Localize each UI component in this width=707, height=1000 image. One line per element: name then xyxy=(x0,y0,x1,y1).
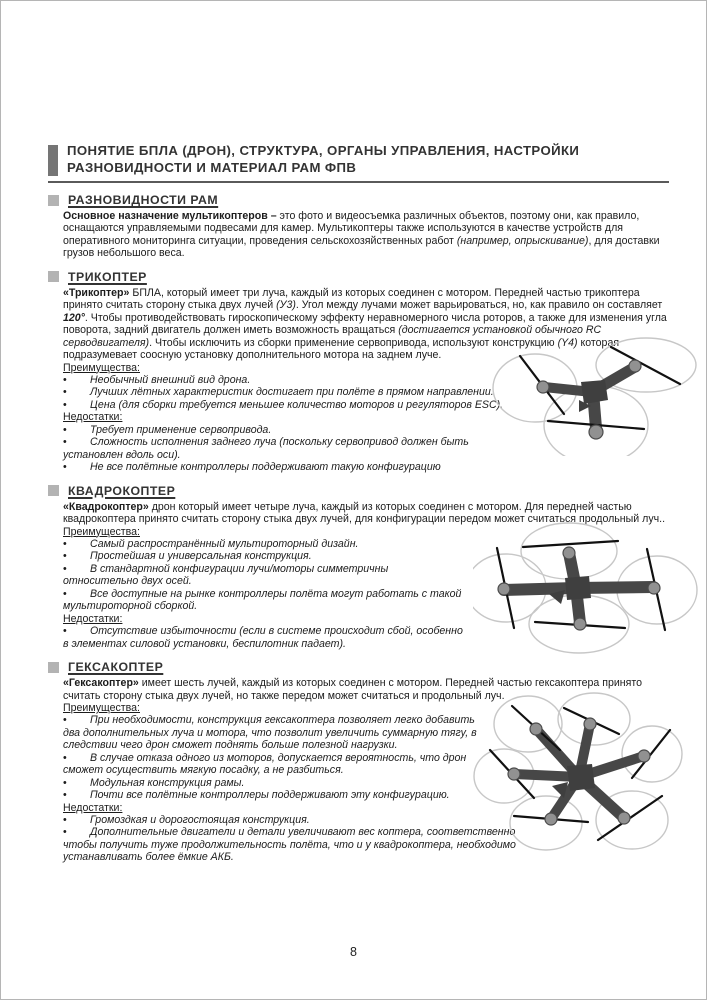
section-tricopter xyxy=(48,270,669,474)
hexacopter-image xyxy=(464,692,707,852)
section-marker-square xyxy=(48,485,59,496)
quadcopter-paragraph: «Квадрокоптер» дрон который имеет четыре луча, каждый из которых соединен с мотором. Для передней частью квадрокоптера принято считать сторону стыка двух лучей, для конфигурации передом может считаться продольный луч.. xyxy=(63,500,666,526)
section-marker-square xyxy=(48,271,59,282)
disadvantages-label: Недостатки: xyxy=(63,612,123,625)
bullet-icon: • xyxy=(63,625,67,638)
list-item: • При необходимости, конструкция гексакоптера позволяет легко добавить два дополнительных луча и мотора, что позволит увеличить суммарную тягу, в следствии чего дрон сможет поднять больше полезной нагрузки. xyxy=(63,714,477,752)
list-item: • Простейшая и универсальная конструкция. xyxy=(63,550,312,563)
list-item: • Отсутствие избыточности (если в системе происходит сбой, особенно в элементах силовой установки, беспилотник падает). xyxy=(63,625,463,650)
bullet-icon: • xyxy=(63,751,67,764)
hexacopter-disadvantages-list xyxy=(63,814,518,864)
bullet-icon: • xyxy=(63,587,67,600)
section-marker-square xyxy=(48,662,59,673)
bullet-icon: • xyxy=(63,550,67,563)
bullet-icon: • xyxy=(63,423,67,436)
list-item: • Сложность исполнения заднего луча (поскольку сервопривод должен быть установлен вдоль оси). xyxy=(63,436,469,461)
header-rule xyxy=(48,181,669,183)
bullet-icon: • xyxy=(63,776,67,789)
bullet-icon: • xyxy=(63,537,67,550)
page-title-line2: РАЗНОВИДНОСТИ И МАТЕРИАЛ РАМ ФПВ xyxy=(67,159,357,175)
hexacopter-heading xyxy=(48,660,669,674)
list-item: • Почти все полётные контроллеры поддерживают эту конфигурацию. xyxy=(63,789,450,802)
section-title: ГЕКСАКОПТЕР xyxy=(68,660,164,675)
list-item: • Самый распространённый мультироторный дизайн. xyxy=(63,537,359,550)
quadcopter-image xyxy=(473,520,703,655)
list-item: • Требует применение сервопривода. xyxy=(63,423,272,436)
section-title: КВАДРОКОПТЕР xyxy=(68,483,176,498)
list-item: • В случае отказа одного из моторов, допускается вероятность, что дрон сможет осуществить мягкую посадку, а не разбиться. xyxy=(63,751,467,777)
bullet-icon: • xyxy=(63,826,67,839)
hexacopter-advantages-list xyxy=(63,714,493,801)
bullet-icon: • xyxy=(63,436,67,449)
disadvantages-label: Недостатки: xyxy=(63,801,123,814)
list-item: • В стандартной конфигурации лучи/моторы симметричны относительно двух осей. xyxy=(63,562,389,588)
bullet-icon: • xyxy=(63,789,67,802)
hexacopter-paragraph: «Гексакоптер» имеет шесть лучей, каждый из которых соединен с мотором. Передней частью гексакоптера принято считать сторону стыка двух лучей, но также передом может считаться и продольный луч. xyxy=(63,677,643,702)
list-item: • Все доступные на рынке контроллеры полёта могут работать с такой мультироторной сборкой. xyxy=(63,587,462,613)
bullet-icon: • xyxy=(63,386,67,399)
section-marker-square xyxy=(48,195,59,206)
document-header xyxy=(48,143,669,176)
disadvantages-label: Недостатки: xyxy=(63,411,123,424)
tricopter-paragraph: «Трикоптер» БПЛА, который имеет три луча, каждый из которых соединен с мотором. Передней частью трикоптера принято считать сторону стыка двух лучей (У3). Угол между лучами может варьироваться, но, как правило он составляет 120°. Чтобы противодействовать гироскопическому эффекту неравномерного числа роторов, а также для изменения угла поворота, задний двигатель должен иметь возможность вращаться (достигается установкой обычного RC серводвигателя). Чтобы исключить из сборки применение сервопривода, используют конструкцию (Y4) которая подразумевает соосную установку дополнительного мотора на заднем луче. xyxy=(63,286,667,362)
bullet-icon: • xyxy=(63,461,67,474)
bullet-icon: • xyxy=(63,814,67,827)
tricopter-heading xyxy=(48,270,669,284)
quadcopter-heading xyxy=(48,484,669,498)
header-marker-square xyxy=(48,145,58,176)
bullet-icon: • xyxy=(63,562,67,575)
list-item: • Громоздкая и дорогостоящая конструкция. xyxy=(63,814,310,827)
list-item: • Цена (для сборки требуется меньшее количество моторов и регуляторов ESC). xyxy=(63,398,504,411)
list-item: • Необычный внешний вид дрона. xyxy=(63,373,251,386)
section-title: РАЗНОВИДНОСТИ РАМ xyxy=(68,193,219,207)
list-item: • Модульная конструкция рамы. xyxy=(63,776,245,789)
section-heading-frame-types xyxy=(48,193,669,207)
bullet-icon: • xyxy=(63,398,67,411)
list-item: • Лучших лётных характеристик достигает при полёте в прямом направлении. xyxy=(63,386,494,399)
section-title: ТРИКОПТЕР xyxy=(68,269,147,284)
bullet-icon: • xyxy=(63,714,67,727)
quadcopter-disadvantages-list xyxy=(63,625,465,650)
section-quadcopter xyxy=(48,484,669,650)
section-hexacopter xyxy=(48,660,669,864)
page-number: 8 xyxy=(350,945,357,959)
advantages-label: Преимущества: xyxy=(63,525,140,538)
list-item: • Дополнительные двигатели и детали увеличивают вес коптера, соответственно чтобы получить туже продолжительность полёта, что и у квадрокоптера, необходимо устанавливать более ёмкие АКБ. xyxy=(63,826,516,864)
quadcopter-advantages-list xyxy=(63,538,465,613)
advantages-label: Преимущества: xyxy=(63,361,140,374)
tricopter-disadvantages-list xyxy=(63,424,521,474)
tricopter-advantages-list xyxy=(63,374,521,411)
page-title-line1: ПОНЯТИЕ БПЛА (ДРОН), СТРУКТУРА, ОРГАНЫ УПРАВЛЕНИЯ, НАСТРОЙКИ xyxy=(67,143,580,158)
advantages-label: Преимущества: xyxy=(63,701,140,714)
bullet-icon: • xyxy=(63,373,67,386)
list-item: • Не все полётные контроллеры поддерживают такую конфигурацию xyxy=(63,461,441,474)
intro-paragraph: Основное назначение мультикоптеров – это фото и видеосъемка различных объектов, поэтому они, как правило, оснащаются управляемыми подвесами для камер. Мультикоптеры также используются в качестве устройств для оперативного мониторинга ситуации, проведения сельскохозяйственных работ (например, опрыскивание), для доставки грузов небольшого веса. xyxy=(63,210,660,260)
tricopter-image xyxy=(491,334,703,456)
page-title xyxy=(67,143,579,176)
